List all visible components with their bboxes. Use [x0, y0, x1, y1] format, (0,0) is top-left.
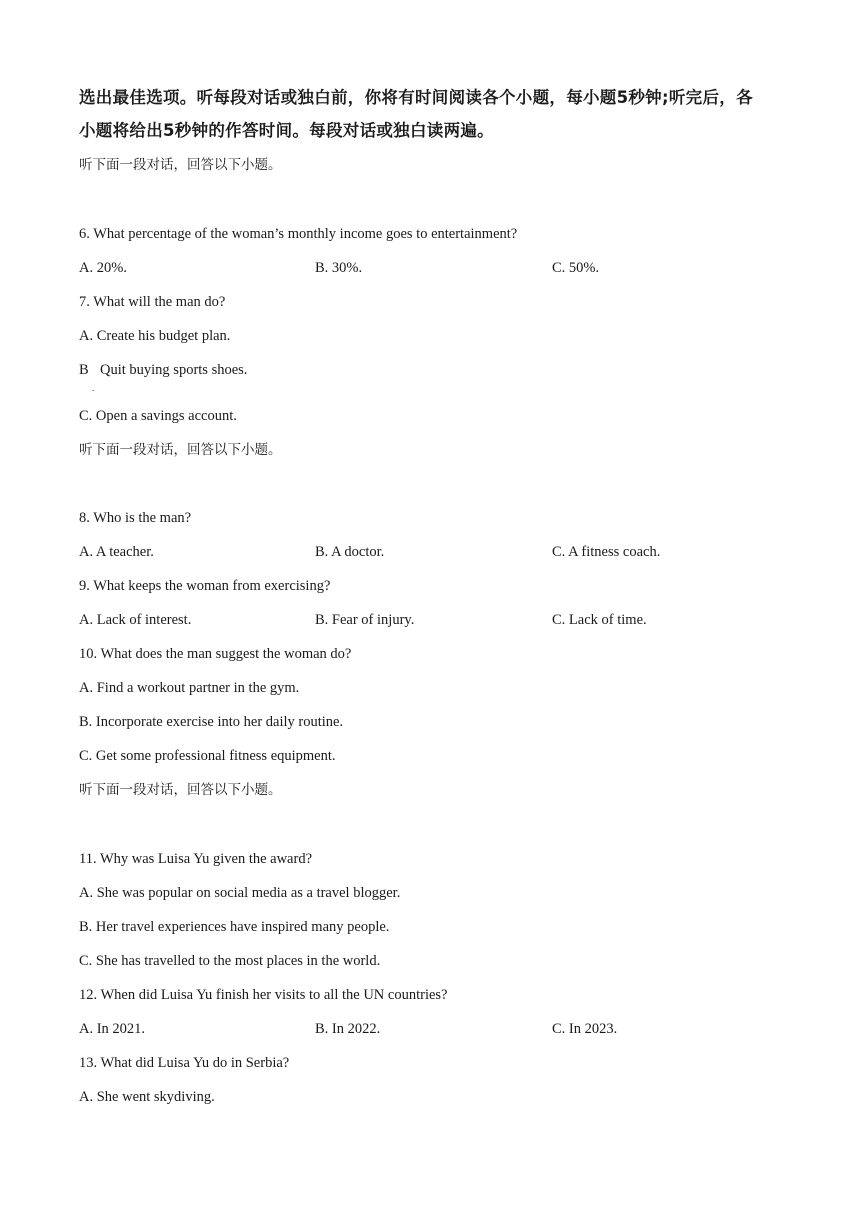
- section-instruction-line-2: 小题将给出5秒钟的作答时间。每段对话或独白读两遍。: [79, 121, 494, 140]
- q10-option-b: B. Incorporate exercise into her daily routine.: [79, 714, 344, 730]
- question-9: 9. What keeps the woman from exercising?: [79, 578, 331, 594]
- question-6: 6. What percentage of the woman’s monthly income goes to entertainment?: [79, 226, 518, 242]
- dialogue-instruction-1: 听下面一段对话，回答以下小题。: [79, 157, 282, 173]
- q10-option-a: A. Find a workout partner in the gym.: [79, 680, 300, 696]
- q11-option-b: B. Her travel experiences have inspired many people.: [79, 919, 390, 935]
- q13-option-a: A. She went skydiving.: [79, 1089, 215, 1105]
- q12-option-a: A. In 2021.: [79, 1021, 146, 1037]
- q7-option-b-letter: B: [79, 362, 89, 378]
- question-12: 12. When did Luisa Yu finish her visits to all the UN countries?: [79, 987, 448, 1003]
- question-10: 10. What does the man suggest the woman do?: [79, 646, 352, 662]
- question-7: 7. What will the man do?: [79, 294, 226, 310]
- section-instruction-line-1: 选出最佳选项。听每段对话或独白前，你将有时间阅读各个小题，每小题5秒钟;听完后，各: [79, 88, 753, 107]
- q6-option-a: A. 20%.: [79, 260, 127, 276]
- q12-option-c: C. In 2023.: [552, 1021, 618, 1037]
- q7-option-c: C. Open a savings account.: [79, 408, 237, 424]
- q11-option-c: C. She has travelled to the most places in the world.: [79, 953, 381, 969]
- q9-option-b: B. Fear of injury.: [315, 612, 415, 628]
- q8-option-a: A. A teacher.: [79, 544, 154, 560]
- q6-option-c: C. 50%.: [552, 260, 600, 276]
- dialogue-instruction-3: 听下面一段对话，回答以下小题。: [79, 782, 282, 798]
- q8-option-c: C. A fitness coach.: [552, 544, 661, 560]
- q6-option-b: B. 30%.: [315, 260, 363, 276]
- dialogue-instruction-2: 听下面一段对话，回答以下小题。: [79, 442, 282, 458]
- q8-option-b: B. A doctor.: [315, 544, 385, 560]
- q12-option-b: B. In 2022.: [315, 1021, 381, 1037]
- question-8: 8. Who is the man?: [79, 510, 192, 526]
- question-11: 11. Why was Luisa Yu given the award?: [79, 851, 313, 867]
- q11-option-a: A. She was popular on social media as a travel blogger.: [79, 885, 401, 901]
- q7-option-b-text: Quit buying sports shoes.: [100, 362, 248, 378]
- question-13: 13. What did Luisa Yu do in Serbia?: [79, 1055, 290, 1071]
- q9-option-a: A. Lack of interest.: [79, 612, 192, 628]
- q7-option-a: A. Create his budget plan.: [79, 328, 231, 344]
- q7-option-b-dot: .: [92, 383, 95, 393]
- q9-option-c: C. Lack of time.: [552, 612, 647, 628]
- q10-option-c: C. Get some professional fitness equipment.: [79, 748, 336, 764]
